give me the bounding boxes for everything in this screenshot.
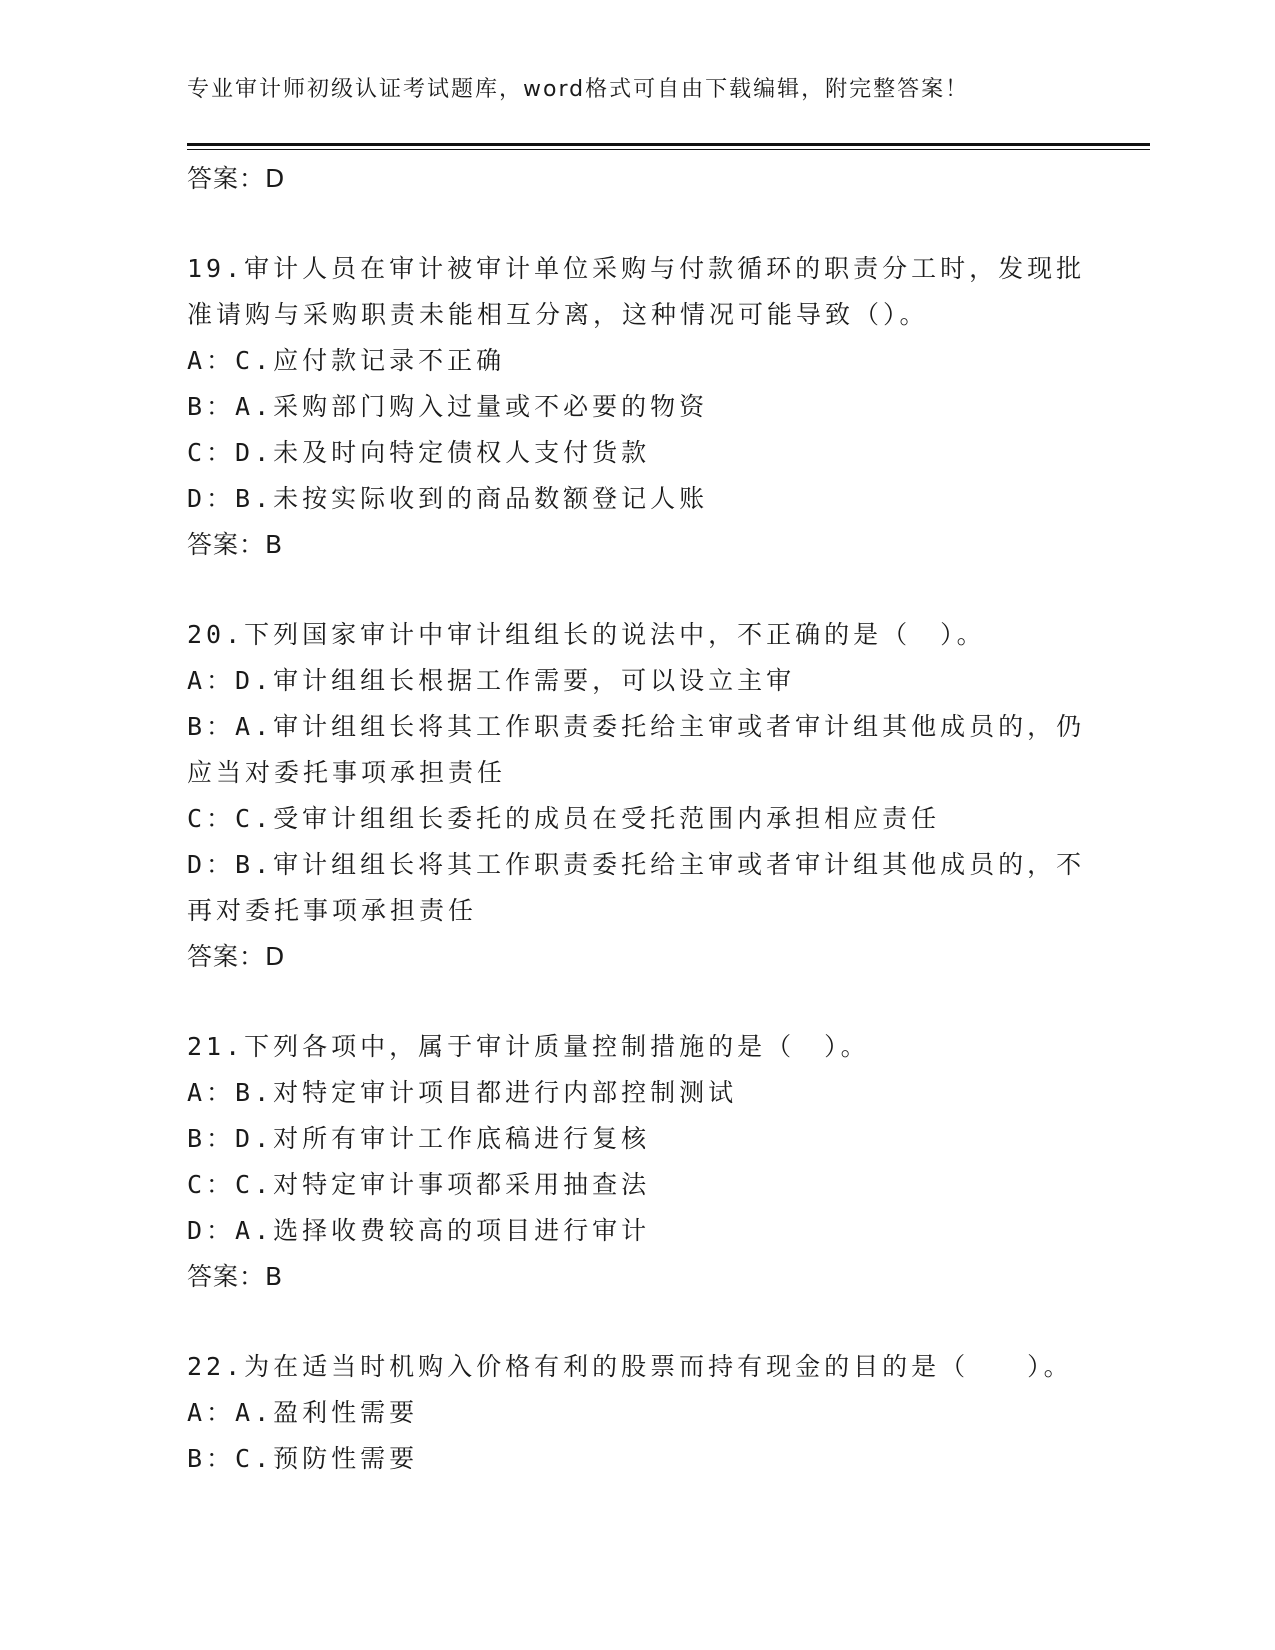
- question-19: [187, 246, 1087, 568]
- document-header: 专业审计师初级认证考试题库，word格式可自由下载编辑，附完整答案！: [187, 77, 970, 102]
- option-a: A：B.对特定审计项目都进行内部控制测试: [187, 1078, 738, 1107]
- option-b: B：A.审计组组长将其工作职责委托给主审或者审计组其他成员的，仍: [187, 712, 1086, 741]
- option-c: C：C.受审计组组长委托的成员在受托范围内承担相应责任: [187, 804, 941, 833]
- option-b: B：C.预防性需要: [187, 1444, 419, 1473]
- option-a: A：A.盈利性需要: [187, 1398, 419, 1427]
- spacer: [187, 980, 1087, 1024]
- option-d: D：B.审计组组长将其工作职责委托给主审或者审计组其他成员的，不: [187, 850, 1086, 879]
- previous-answer: 答案：D: [187, 164, 286, 193]
- option-b: B：A.采购部门购入过量或不必要的物资: [187, 392, 709, 421]
- question-21: [187, 1024, 1087, 1300]
- question-22: [187, 1344, 1087, 1482]
- option-a: A：C.应付款记录不正确: [187, 346, 506, 375]
- spacer: [187, 1300, 1087, 1344]
- header-rule-thin: [187, 149, 1150, 150]
- option-c: C：C.对特定审计事项都采用抽查法: [187, 1170, 651, 1199]
- option-c: C：D.未及时向特定债权人支付货款: [187, 438, 651, 467]
- spacer: [187, 568, 1087, 612]
- answer: 答案：B: [187, 530, 284, 559]
- option-d: D：B.未按实际收到的商品数额登记人账: [187, 484, 709, 513]
- question-stem: 22.为在适当时机购入价格有利的股票而持有现金的目的是（ ）。: [187, 1352, 1073, 1381]
- option-b-continued: 应当对委托事项承担责任: [187, 758, 507, 787]
- question-20: [187, 612, 1087, 980]
- question-content: [187, 156, 1087, 1482]
- spacer: [187, 202, 1087, 246]
- answer: 答案：B: [187, 1262, 284, 1291]
- option-d-continued: 再对委托事项承担责任: [187, 896, 478, 925]
- header-rule-thick: [187, 143, 1150, 146]
- option-b: B：D.对所有审计工作底稿进行复核: [187, 1124, 651, 1153]
- question-stem: 21.下列各项中，属于审计质量控制措施的是（ ）。: [187, 1032, 870, 1061]
- question-stem-continued: 准请购与采购职责未能相互分离，这种情况可能导致（）。: [187, 300, 929, 329]
- answer: 答案：D: [187, 942, 286, 971]
- question-stem: 19.审计人员在审计被审计单位采购与付款循环的职责分工时，发现批: [187, 254, 1086, 283]
- option-d: D：A.选择收费较高的项目进行审计: [187, 1216, 651, 1245]
- option-a: A：D.审计组组长根据工作需要，可以设立主审: [187, 666, 796, 695]
- question-stem: 20.下列国家审计中审计组组长的说法中，不正确的是（ ）。: [187, 620, 986, 649]
